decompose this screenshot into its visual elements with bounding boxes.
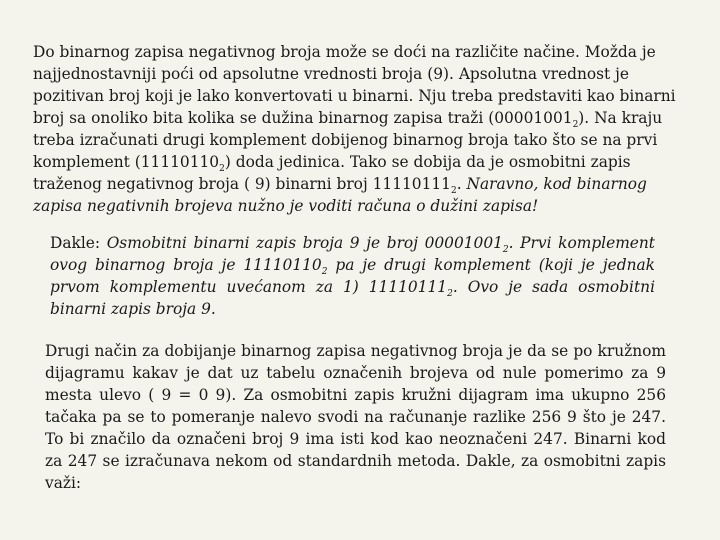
- p2-text-b: Osmobitni binarni zapis broja 9 je broj 00001001: [106, 234, 503, 252]
- paragraph-intro: [33, 41, 688, 217]
- p1-text-b: ). Na kraju treba izračunati drugi komplement dobijenog binarnog broja tako što se na prvi komplement (11110110: [33, 109, 663, 171]
- p2-lead: Dakle:: [50, 234, 107, 252]
- p1-text-a: Do binarnog zapisa negativnog broja može se doći na različite načine. Možda je najjednostavniji poći od apsolutne vrednosti broja (9). Apsolutna vrednost je pozitivan broj koji je lako konvertovati u binarni. Nju treba predstaviti kao binarni broj sa onoliko bita kolika se dužina binarnog zapisa traži (00001001: [33, 43, 676, 127]
- p1-text-d: .: [456, 175, 467, 193]
- p1-text-c: ) doda jedinica. Tako se dobija da je osmobitni zapis traženog negativnog broja ( 9) binarni broj 11110111: [33, 153, 631, 193]
- p1-italic-note: Naravno, kod binarnog zapisa negativnih brojeva nužno je voditi računa o dužini zapisa!: [33, 175, 647, 215]
- p2-text-e: . Ovo je sada osmobitni binarni zapis broja 9.: [50, 278, 655, 318]
- p2-subscript-1: 2: [502, 245, 509, 256]
- p2-subscript-3: 2: [447, 289, 453, 300]
- paragraph-circular-method: Drugi način za dobijanje binarnog zapisa negativnog broja je da se po kružnom dijagramu kakav je dat uz tabelu označenih brojeva od nule pomerimo za 9 mesta ulevo ( 9 = 0 9). Za osmobitni zapis kružni dijagram ima ukupno 256 tačaka pa se to pomeranje nalevo svodi na računanje razlike 256 9 što je 247. To bi značilo da označeni broj 9 ima isti kod kao neoznačeni 247. Binarni kod za 247 se izračunava nekom od standardnih metoda. Dakle, za osmobitni zapis važi:: [45, 342, 666, 492]
- p2-text-d: pa je drugi komplement (koji je jednak prvom komplementu uvećanom za 1) 11110111: [50, 256, 655, 296]
- p1-subscript-2: 2: [219, 164, 225, 175]
- paragraph-example: [50, 232, 655, 320]
- p1-subscript-3: 2: [450, 186, 457, 197]
- p2-subscript-2: 2: [321, 267, 328, 278]
- p2-text-c: . Prvi komplement ovog binarnog broja je 11110110: [50, 234, 655, 274]
- p1-subscript-1: 2: [572, 120, 579, 131]
